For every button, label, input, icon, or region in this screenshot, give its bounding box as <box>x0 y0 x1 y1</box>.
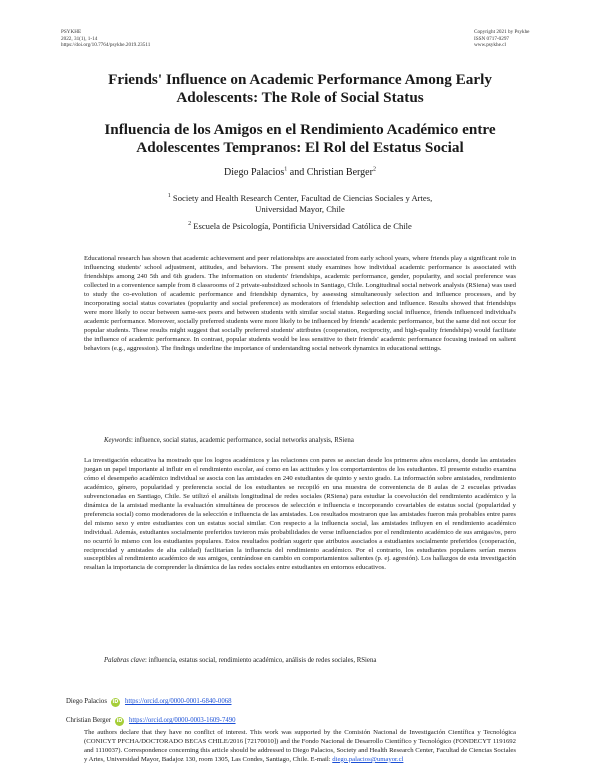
journal-header <box>61 29 150 49</box>
title-english-line2: Adolescents: The Role of Social Status <box>176 88 424 106</box>
title-english <box>60 71 540 106</box>
title-spanish <box>60 121 540 156</box>
author-1: Diego Palacios <box>224 167 285 178</box>
author-note-text: The authors declare that they have no conflict of interest. This work was supported by the Comisión Nacional de Investigación Científica y Tecnológica (CONICYT PFCHA/DOCTORADO BECAS CHILE/2016 [72170010]) and the Fondo Nacional de Desarrollo Científico y Tecnológico (FONDECYT 1191692 and 1110037). Correspondence concerning this article should be addressed to Diego Palacios, Society and Health Research Center, Facultad de Ciencias Sociales y Artes, Universidad Mayor, Badajoz 130, room 1305, Las Condes, Santiago, Chile. E-mail: <box>84 729 516 763</box>
abstract-spanish: La investigación educativa ha mostrado que los logros académicos y las relaciones con pares se asocian desde los primeros años escolares, donde las amistades juegan un papel importante al influir en el rendimiento escolar, así como en las actitudes y los comportamientos de los estudiantes. El presente estudio examina cómo el desempeño académico individual se asocia con las amistades en 240 estudiantes de quinto y sexto grado. La información sobre amistades, rendimiento académico, género, popularidad y preferencia social de los estudiantes se recopiló en una muestra de conveniencia de 8 aulas de 2 escuelas privadas subvencionadas en Santiago, Chile. Se utilizó el análisis longitudinal de redes sociales (RSiena) para estudiar la coevolución del rendimiento académico y la dinámica de la amistad mediante la evaluación simultánea de procesos de selección e influencia e incorporando covariables de estatus social (popularidad y preferencia social) como moderadores de la selección e influencia de las amistades. Los resultados mostraron que las amistades fueron más probables entre pares del mismo sexo y entre estudiantes con un estatus social similar. Con respecto a la influencia social, las amistades influyen en el rendimiento académico individual. Además, estudiantes socialmente preferidos tuvieron más probabilidades de verse influenciados por el rendimiento académico de sus amigas/os, pero no ocurrió lo mismo con los estudiantes populares. Estos resultados podrían sugerir que atributos asociados a estudiantes socialmente preferidos (cooperación, reciprocidad y amistades de alta calidad) facilitarían la influencia del rendimiento académico. Por el contrario, los estudiantes populares serían menos susceptibles al rendimiento académico de sus amigos, centrándose en cambio en comportamientos salientes (p. ej. agresión). Los hallazgos de esta investigación resaltan la importancia de comprender la dinámica de las redes sociales entre estudiantes en entornos educativos. <box>84 457 516 572</box>
palabras-clave-label: Palabras clave <box>104 657 145 664</box>
orcid-row-1 <box>66 697 232 707</box>
author-1-affil: 1 <box>284 166 288 173</box>
orcid-icon[interactable]: iD <box>112 698 119 705</box>
journal-issue: 2022, 31(1), 1-14 <box>61 35 98 42</box>
affiliation-2-sup: 2 <box>188 221 192 228</box>
author-2: Christian Berger <box>306 167 373 178</box>
affiliation-2-line1: Escuela de Psicología, Pontificia Universidad Católica de Chile <box>193 221 412 231</box>
journal-website[interactable]: www.psykhe.cl <box>474 42 506 49</box>
author-email-link[interactable]: diego.palacios@umayor.cl <box>332 755 404 763</box>
author-note <box>84 729 516 765</box>
title-spanish-line1: Influencia de los Amigos en el Rendimiento Académico entre <box>104 121 496 138</box>
affiliation-1 <box>60 193 540 215</box>
issn-line: ISSN 0717-0297 <box>474 35 510 42</box>
copyright-line: Copyright 2021 by Psykhe <box>474 29 530 35</box>
copyright-header <box>474 29 538 49</box>
orcid-icon[interactable]: iD <box>116 717 123 724</box>
orcid-row-2 <box>66 716 236 726</box>
journal-name: PSYKHE <box>61 29 82 35</box>
orcid-author-2: Christian Berger <box>66 717 111 724</box>
abstract-english: Educational research has shown that academic achievement and peer relationships are associated from early school years, where friends play a significant role in influencing students' school adjustment, attitudes, and behaviors. The present study examines how individual academic performance is associated with friendships among 240 5th and 6th graders. The information on students' friendships, academic performance, gender, popularity, and social preference was collected in a convenience sample from 8 classrooms of 2 private-subsidized schools in Santiago, Chile. Longitudinal social network analysis (RSiena) was used to study the co-evolution of academic performance and friendship dynamics, by assessing simultaneously selection and influence processes, and by incorporating social status covariates (popularity and social preference) as moderators of friendship selection and influence. Results showed that friendships were more likely to occur between same-sex peers and between students with similar social status. Regarding social influence, friends influenced individual's academic performance. Moreover, socially preferred students were more likely to be influenced by friends' academic performance, but the same did not occur for popular students. These results might suggest that socially preferred students' attributes (cooperation, reciprocity, and high-quality friendships) would facilitate the influence of academic performance. In contrast, popular students would be less sensitive to their friends' academic performance focusing instead on salient behaviors (e.g., aggression). The findings underline the importance of understanding social network dynamics in educational settings. <box>84 255 516 352</box>
title-spanish-line2: Adolescentes Tempranos: El Rol del Estatus Social <box>136 138 464 156</box>
title-english-line1: Friends' Influence on Academic Performance Among Early <box>108 71 492 88</box>
affiliation-2 <box>60 221 540 232</box>
keywords-label: Keywords <box>104 437 131 444</box>
orcid-author-1: Diego Palacios <box>66 698 107 705</box>
keywords-list: : influence, social status, academic performance, social networks analysis, RSiena <box>130 437 354 444</box>
affiliation-1-line2: Universidad Mayor, Chile <box>255 204 345 214</box>
author-2-affil: 2 <box>372 166 376 173</box>
affiliation-1-line1: Society and Health Research Center, Facultad de Ciencias Sociales y Artes, <box>172 193 433 203</box>
keywords-english <box>104 436 524 445</box>
palabras-clave-list: : influencia, estatus social, rendimiento académico, análisis de redes sociales, RSiena <box>144 657 377 664</box>
author-line <box>60 166 540 179</box>
keywords-spanish <box>104 656 524 665</box>
orcid-link-2[interactable]: https://orcid.org/0000-0003-1609-7490 <box>129 717 236 724</box>
journal-doi[interactable]: https://doi.org/10.7764/psykhe.2019.23511 <box>61 42 151 49</box>
orcid-link-1[interactable]: https://orcid.org/0000-0001-6840-0068 <box>124 698 232 705</box>
affiliation-1-sup: 1 <box>167 193 171 200</box>
author-connector: and <box>289 167 305 178</box>
